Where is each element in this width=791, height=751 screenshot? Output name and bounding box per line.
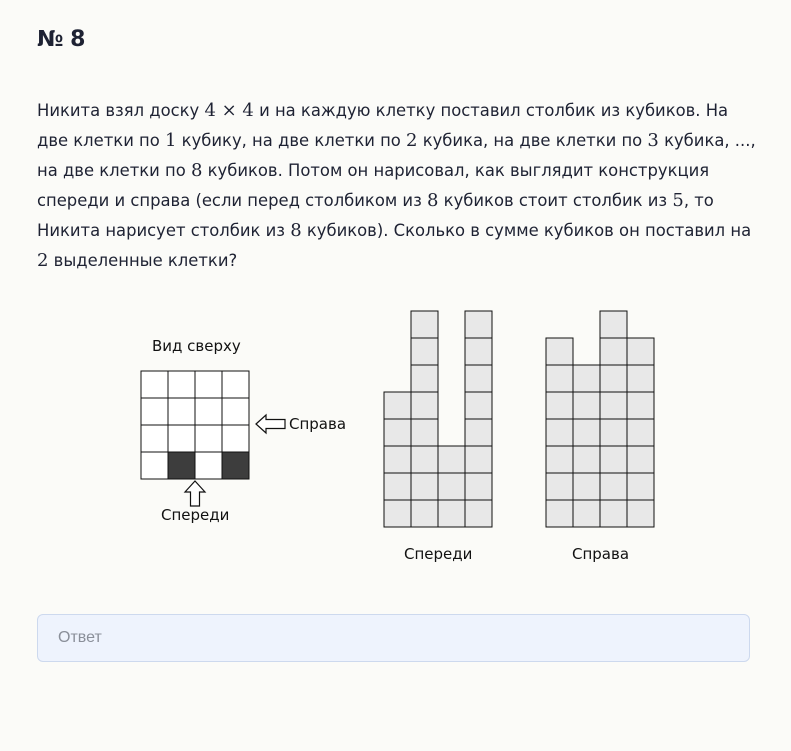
top-view-grid (141, 371, 249, 479)
cube-cell (627, 500, 654, 527)
math-number: 3 (647, 130, 659, 151)
grid-cell (222, 398, 249, 425)
grid-cell (168, 398, 195, 425)
cube-cell (384, 446, 411, 473)
math-number: 1 (165, 130, 177, 151)
highlighted-cell (168, 452, 195, 479)
math-number: 2 (37, 250, 49, 271)
cube-cell (600, 311, 627, 338)
right-view-caption: Справа (572, 545, 630, 563)
front-view-caption: Спереди (404, 545, 473, 563)
answer-box[interactable] (37, 614, 750, 662)
cube-cell (465, 446, 492, 473)
cube-cell (627, 392, 654, 419)
cube-cell (465, 500, 492, 527)
cube-cell (627, 365, 654, 392)
cube-cell (627, 419, 654, 446)
answer-input[interactable] (38, 615, 749, 661)
cube-cell (600, 338, 627, 365)
grid-cell (222, 425, 249, 452)
cube-cell (573, 419, 600, 446)
cube-cell (384, 500, 411, 527)
grid-cell (195, 398, 222, 425)
cube-cell (573, 446, 600, 473)
cube-cell (573, 392, 600, 419)
cube-cell (600, 500, 627, 527)
cube-cell (546, 446, 573, 473)
cube-cell (465, 392, 492, 419)
cube-cell (438, 473, 465, 500)
cube-cell (438, 446, 465, 473)
cube-cell (384, 473, 411, 500)
cube-cell (411, 473, 438, 500)
grid-cell (195, 425, 222, 452)
right-view-columns (546, 311, 654, 527)
cube-cell (600, 419, 627, 446)
cube-cell (600, 392, 627, 419)
problem-text-part: Никита взял доску (37, 101, 205, 120)
cube-cell (465, 311, 492, 338)
math-number: 5 (672, 190, 684, 211)
front-view-columns (384, 311, 492, 527)
cube-cell (600, 365, 627, 392)
right-arrow-label: Справа (289, 415, 347, 433)
grid-cell (141, 398, 168, 425)
cube-cell (411, 392, 438, 419)
top-view-label: Вид сверху (152, 337, 241, 355)
math-board-size: 4 × 4 (204, 100, 254, 121)
grid-cell (141, 452, 168, 479)
cube-cell (573, 473, 600, 500)
cube-cell (384, 392, 411, 419)
cube-cell (411, 446, 438, 473)
cube-cell (546, 338, 573, 365)
problem-text-part: кубиков. Потом он нарисовал, как выглядит конструкция спереди и справа (если перед столбиком из (37, 161, 710, 210)
math-number: 8 (427, 190, 439, 211)
cube-cell (411, 419, 438, 446)
cube-cell (573, 500, 600, 527)
cube-cell (411, 338, 438, 365)
cube-cell (411, 311, 438, 338)
front-arrow-label: Спереди (161, 506, 230, 524)
cube-cell (465, 419, 492, 446)
cube-cell (411, 365, 438, 392)
right-arrow-icon (256, 415, 285, 433)
cube-cell (411, 500, 438, 527)
math-number: 8 (190, 160, 203, 181)
cube-cell (546, 473, 573, 500)
cube-cell (627, 473, 654, 500)
problem-text-part: кубика, на две клетки по (417, 131, 648, 150)
cube-cell (600, 446, 627, 473)
problem-text-part: и на каждую клетку поставил столбик из кубиков. На две клетки по (37, 101, 729, 150)
cube-cell (573, 365, 600, 392)
cube-cell (465, 365, 492, 392)
cube-cell (384, 419, 411, 446)
cube-cell (546, 392, 573, 419)
problem-text-part: выделенные клетки? (48, 251, 238, 270)
cube-cell (465, 473, 492, 500)
grid-cell (195, 452, 222, 479)
cube-cell (600, 473, 627, 500)
cube-cell (627, 338, 654, 365)
cube-cell (465, 338, 492, 365)
front-arrow-icon (185, 481, 205, 506)
math-number: 8 (290, 220, 302, 241)
problem-text-part: кубиков). Сколько в сумме кубиков он поставил на (301, 221, 752, 240)
grid-cell (141, 371, 168, 398)
grid-cell (141, 425, 168, 452)
cube-cell (546, 500, 573, 527)
cube-cell (546, 419, 573, 446)
problem-text-part: кубиков стоит столбик из (438, 191, 673, 210)
grid-cell (195, 371, 222, 398)
problem-text-part: , то Никита нарисует столбик из (37, 191, 714, 240)
cube-cell (438, 500, 465, 527)
grid-cell (168, 371, 195, 398)
math-number: 2 (406, 130, 418, 151)
problem-text-part: кубика, ..., на две клетки по (37, 131, 756, 180)
grid-cell (168, 425, 195, 452)
grid-cell (222, 371, 249, 398)
highlighted-cell (222, 452, 249, 479)
cube-cell (546, 365, 573, 392)
problem-text-part: кубику, на две клетки по (176, 131, 407, 150)
task-number: № 8 (37, 27, 85, 52)
cube-cell (627, 446, 654, 473)
